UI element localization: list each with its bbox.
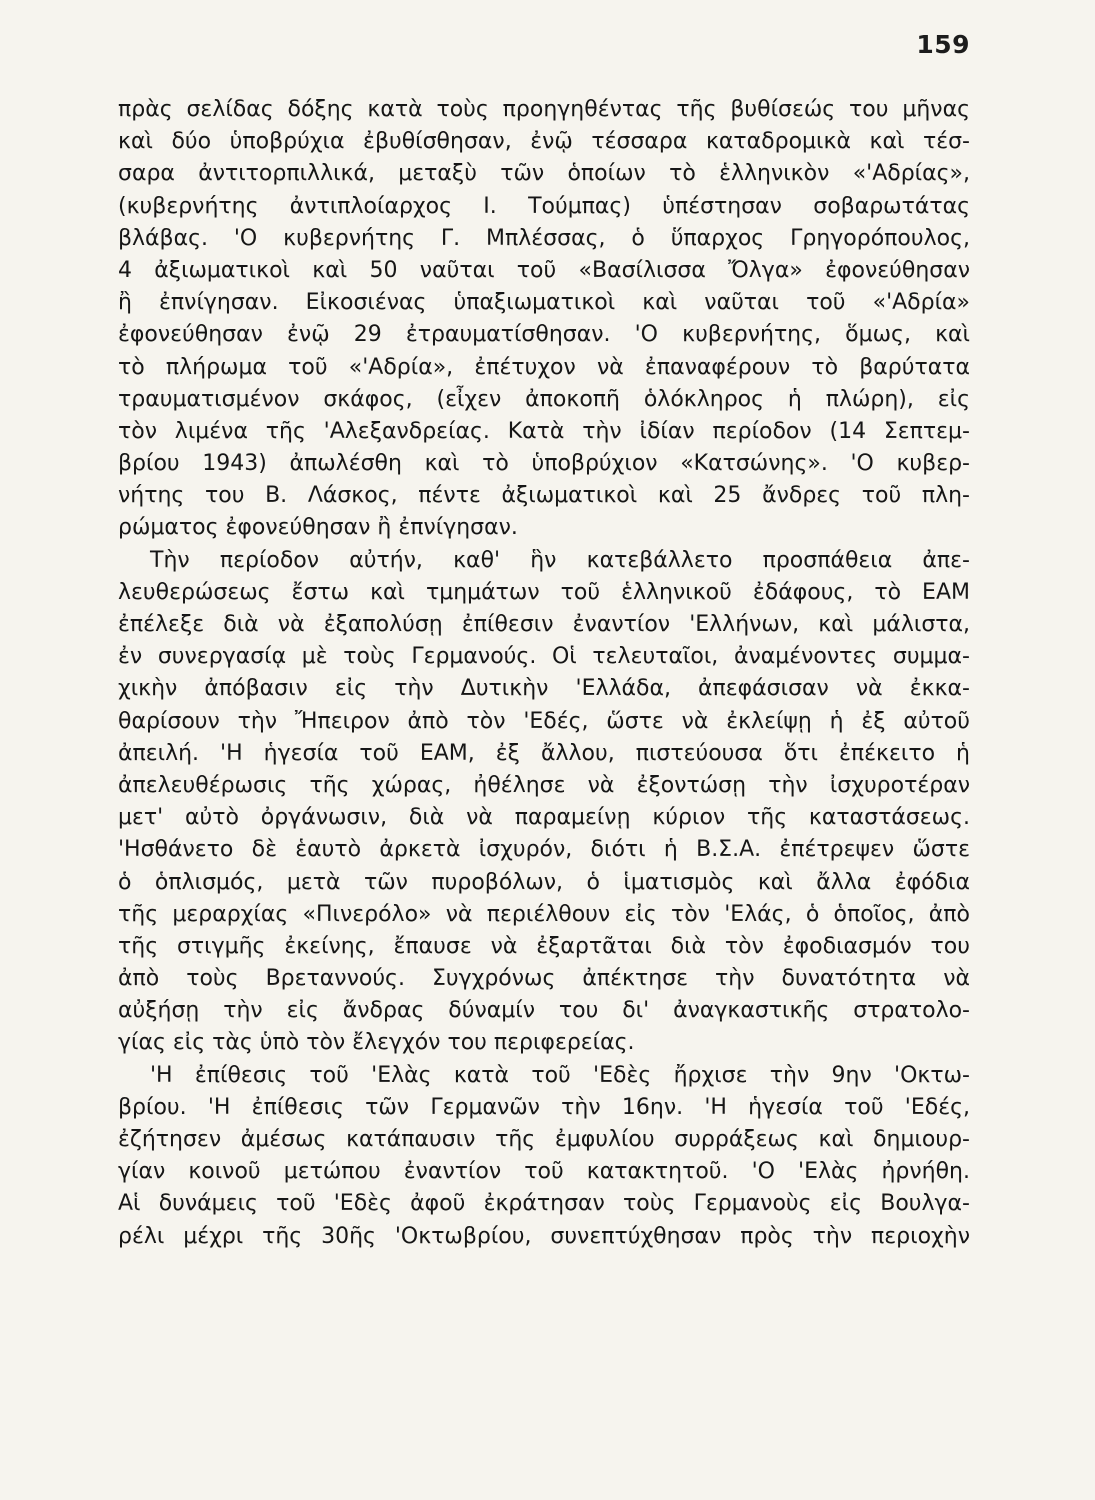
page-number: 159 [916,30,970,59]
text-line: τραυματισμένον σκάφος, (εἶχεν ἀποκοπῆ ὁλόκληρος ἡ πλώρη), εἰς [118,386,970,412]
text-line: γίαν κοινοῦ μετώπου ἐναντίον τοῦ κατακτητοῦ. 'Ο 'Ελὰς ἠρνήθη. [118,1159,970,1185]
text-line: βρίου 1943) ἀπωλέσθη καὶ τὸ ὑποβρύχιον «Κατσώνης». 'Ο κυβερ- [118,451,970,477]
text-line: τὸ πλήρωμα τοῦ «'Αδρία», ἐπέτυχον νὰ ἐπαναφέρουν τὸ βαρύτατα [118,354,970,380]
text-line: σαρα ἀντιτορπιλλικά, μεταξὺ τῶν ὁποίων τὸ ἑλληνικὸν «'Αδρίας», [118,161,970,187]
body-text [118,94,970,1253]
text-line: μετ' αὐτὸ ὀργάνωσιν, διὰ νὰ παραμείνῃ κύριον τῆς καταστάσεως. [118,805,970,831]
text-line: ρέλι μέχρι τῆς 30ῆς 'Οκτωβρίου, συνεπτύχθησαν πρὸς τὴν περιοχὴν [118,1223,970,1249]
text-line: θαρίσουν τὴν Ἤπειρον ἀπὸ τὸν 'Εδές, ὥστε νὰ ἐκλείψῃ ἡ ἐξ αὐτοῦ [118,708,970,734]
text-line: πρὰς σελίδας δόξης κατὰ τοὺς προηγηθέντας τῆς βυθίσεώς του μῆνας [118,97,970,122]
text-line: τῆς στιγμῆς ἐκείνης, ἔπαυσε νὰ ἐξαρτᾶται διὰ τὸν ἐφοδιασμόν του [118,933,970,959]
text-line: ἢ ἐπνίγησαν. Εἰκοσιένας ὑπαξιωματικοὶ καὶ ναῦται τοῦ «'Αδρία» [118,290,970,316]
text-line: γίας εἰς τὰς ὑπὸ τὸν ἔλεγχόν του περιφερείας. [118,1030,635,1056]
text-line: ρώματος ἐφονεύθησαν ἢ ἐπνίγησαν. [118,515,518,541]
text-line: χικὴν ἀπόβασιν εἰς τὴν Δυτικὴν 'Ελλάδα, ἀπεφάσισαν νὰ ἐκκα- [118,676,970,702]
text-line: ἐπέλεξε διὰ νὰ ἐξαπολύσῃ ἐπίθεσιν ἐναντίον 'Ελλήνων, καὶ μάλιστα, [118,612,970,637]
text-line: ἐν συνεργασίᾳ μὲ τοὺς Γερμανούς. Οἱ τελευταῖοι, ἀναμένοντες συμμα- [118,644,970,670]
text-line: Τὴν περίοδον αὐτήν, καθ' ἣν κατεβάλλετο προσπάθεια ἀπε- [150,547,970,573]
text-line: ἀπὸ τοὺς Βρεταννούς. Συγχρόνως ἀπέκτησε τὴν δυνατότητα νὰ [118,966,970,992]
text-line: ὁ ὁπλισμός, μετὰ τῶν πυροβόλων, ὁ ἱματισμὸς καὶ ἄλλα ἐφόδια [118,869,970,895]
text-line: 'Η ἐπίθεσις τοῦ 'Ελὰς κατὰ τοῦ 'Εδὲς ἤρχισε τὴν 9ην 'Οκτω- [150,1062,970,1088]
text-line: (κυβερνήτης ἀντιπλοίαρχος Ι. Τούμπας) ὑπέστησαν σοβαρωτάτας [118,193,970,219]
text-line: βλάβας. 'Ο κυβερνήτης Γ. Μπλέσσας, ὁ ὕπαρχος Γρηγορόπουλος, [118,225,970,251]
text-line: Αἱ δυνάμεις τοῦ 'Εδὲς ἀφοῦ ἐκράτησαν τοὺς Γερμανοὺς εἰς Βουλγα- [118,1191,970,1217]
text-line: 'Ησθάνετο δὲ ἑαυτὸ ἀρκετὰ ἰσχυρόν, διότι ἡ Β.Σ.Α. ἐπέτρεψεν ὥστε [118,837,970,863]
text-line: ἐζήτησεν ἀμέσως κατάπαυσιν τῆς ἐμφυλίου συρράξεως καὶ δημιουρ- [118,1127,970,1152]
text-line: καὶ δύο ὑποβρύχια ἐβυθίσθησαν, ἐνῷ τέσσαρα καταδρομικὰ καὶ τέσ- [118,129,970,155]
text-line: τῆς μεραρχίας «Πινερόλο» νὰ περιέλθουν εἰς τὸν 'Ελάς, ὁ ὁποῖος, ἀπὸ [118,901,970,927]
text-line: λευθερώσεως ἔστω καὶ τμημάτων τοῦ ἑλληνικοῦ ἐδάφους, τὸ ΕΑΜ [118,579,970,605]
text-line: ἀπειλή. 'Η ἡγεσία τοῦ ΕΑΜ, ἐξ ἄλλου, πιστεύουσα ὅτι ἐπέκειτο ἡ [118,740,970,766]
text-line: αὐξήσῃ τὴν εἰς ἄνδρας δύναμίν του δι' ἀναγκαστικῆς στρατολο- [118,998,970,1024]
text-line: 4 ἀξιωματικοὶ καὶ 50 ναῦται τοῦ «Βασίλισσα Ὄλγα» ἐφονεύθησαν [118,257,970,283]
text-line: ἀπελευθέρωσις τῆς χώρας, ἠθέλησε νὰ ἐξοντώσῃ τὴν ἰσχυροτέραν [118,772,970,798]
text-line: βρίου. 'Η ἐπίθεσις τῶν Γερμανῶν τὴν 16ην. 'Η ἡγεσία τοῦ 'Εδές, [118,1094,970,1120]
text-line: τὸν λιμένα τῆς 'Αλεξανδρείας. Κατὰ τὴν ἰδίαν περίοδον (14 Σεπτεμ- [118,418,970,444]
text-line: ἐφονεύθησαν ἐνῷ 29 ἐτραυματίσθησαν. 'Ο κυβερνήτης, ὅμως, καὶ [118,322,970,348]
text-line: νήτης του Β. Λάσκος, πέντε ἀξιωματικοὶ καὶ 25 ἄνδρες τοῦ πλη- [118,483,970,509]
